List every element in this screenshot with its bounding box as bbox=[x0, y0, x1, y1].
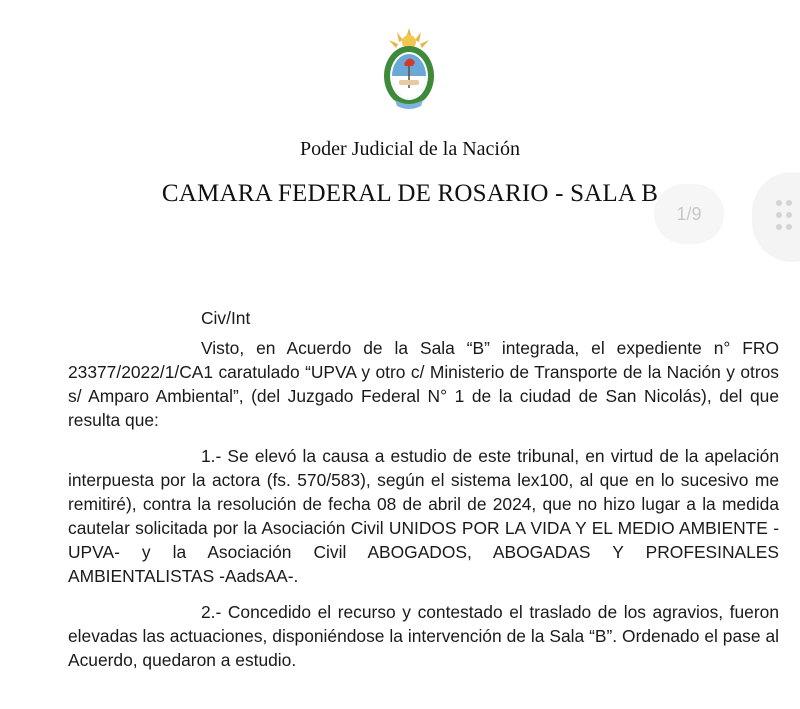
document-body bbox=[68, 306, 779, 672]
paragraph-visto: Visto, en Acuerdo de la Sala “B” integrada, el expediente n° FRO 23377/2022/1/CA1 caratulado “UPVA y otro c/ Ministerio de Transporte de la Nación y otros s/ Amparo Ambiental”, (del Juzgado Federal N° 1 de la ciudad de San Nicolás), del que resulta que: bbox=[68, 338, 779, 430]
organization-title: Poder Judicial de la Nación bbox=[300, 138, 520, 160]
page-indicator: 1/9 bbox=[654, 184, 724, 244]
grip-dots-icon[interactable] bbox=[776, 200, 794, 234]
paragraph-1: 1.- Se elevó la causa a estudio de este tribunal, en virtud de la apelación interpuesta por la actora (fs. 570/583), según el sistema lex100, al que en lo sucesivo me remitiré), contra la resolución de fecha 08 de abril de 2024, que no hizo lugar a la medida cautelar solicitada por la Asociación Civil UNIDOS POR LA VIDA Y EL MEDIO AMBIENTE -UPVA- y la Asociación Civil ABOGADOS, ABOGADAS Y PROFESINALES AMBIENTALISTAS -AadsAA-. bbox=[68, 446, 779, 586]
court-title: CAMARA FEDERAL DE ROSARIO - SALA B bbox=[161, 180, 659, 207]
coat-of-arms-emblem bbox=[381, 26, 437, 112]
clasped-hands bbox=[399, 80, 419, 85]
paragraph-2: 2.- Concedido el recurso y contestado el traslado de los agravios, fueron elevadas las actuaciones, disponiéndose la intervención de la Sala “B”. Ordenado el pase al Acuerdo, quedaron a estudio. bbox=[68, 602, 779, 670]
case-reference: Civ/Int bbox=[201, 308, 251, 328]
